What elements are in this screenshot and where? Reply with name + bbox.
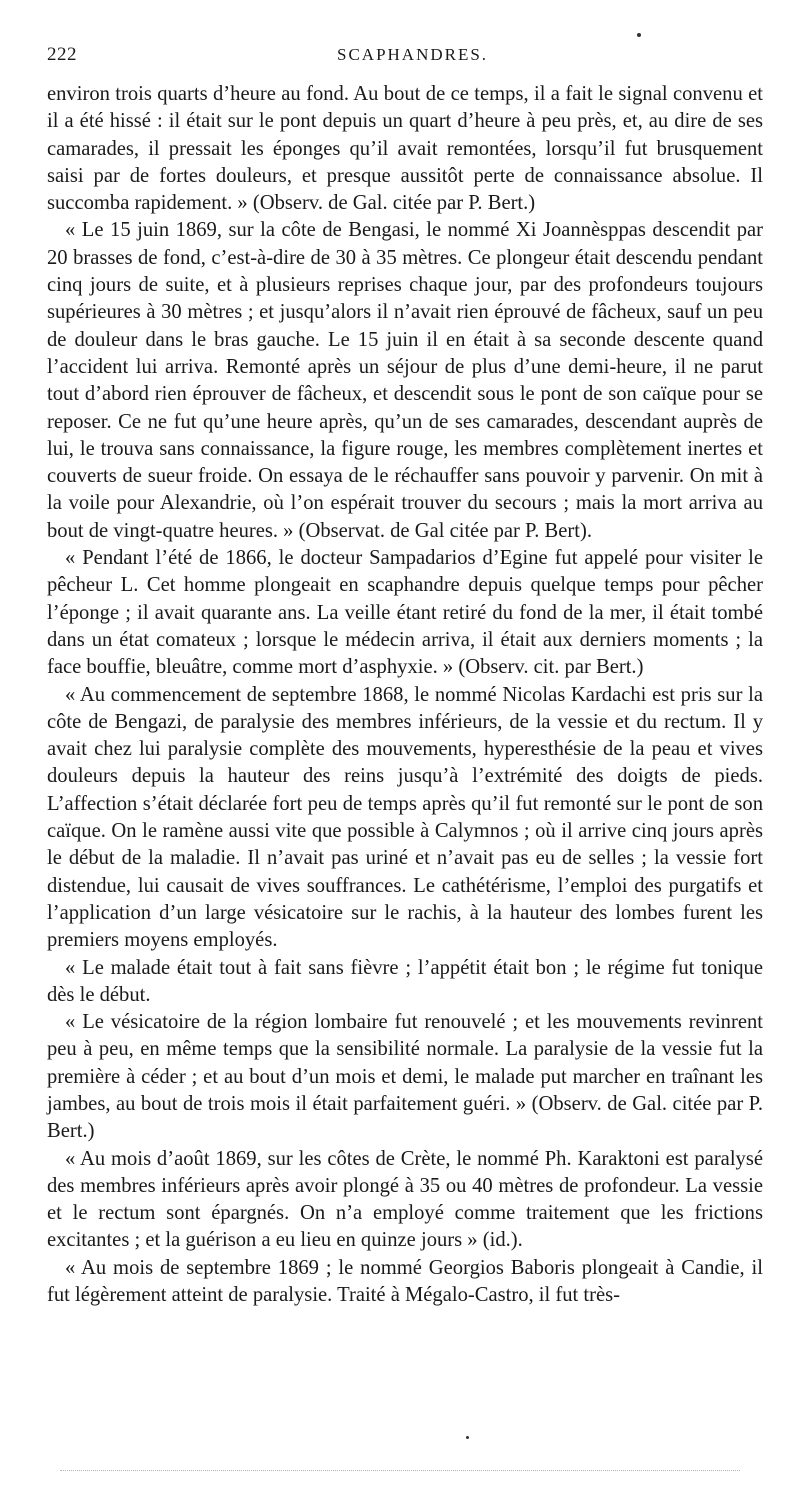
ink-speck — [466, 1436, 469, 1439]
paragraph-kardachi-1868: « Au commencement de septembre 1868, le nommé Nicolas Kardachi est pris sur la côte de Bengazi, de paralysie des membres inférieurs, de la vessie et du rectum. Il y avait chez lui paralysie complète des mouvements, hyperesthésie de la peau et vives douleurs depuis la hauteur des reins jusqu’à l’extrémité des doigts de pieds. L’affection s’était déclarée fort peu de temps après qu’il fut remonté sur le pont de son caïque. On le ramène aussi vite que possible à Calymnos ; où il arrive cinq jours après le début de la maladie. Il n’avait pas uriné et n’avait pas eu de selles ; la vessie fort distendue, lui causait de vives souffrances. Le cathétérisme, l’emploi des purgatifs et l’application d’un large vésicatoire sur le rachis, à la hauteur des lombes furent les premiers moyens employés. — [47, 683, 763, 952]
page-bottom-dotted-line — [60, 1470, 740, 1471]
running-title: SCAPHANDRES. — [337, 45, 489, 64]
paragraph-malade: « Le malade était tout à fait sans fièvre ; l’appétit était bon ; le régime fut tonique dès le début. — [47, 956, 763, 1006]
paragraph-bengasi-1869: « Le 15 juin 1869, sur la côte de Bengasi, le nommé Xi Joannèsppas descendit par 20 brasses de fond, c’est-à-dire de 30 à 35 mètres. Ce plongeur était descendu pendant cinq jours de suite, et à plusieurs reprises chaque jour, par des profondeurs toujours supérieures à 30 mètres ; et jusqu’alors il n’avait rien éprouvé de fâcheux, sauf un peu de douleur dans le bras gauche. Le 15 juin il en était à sa seconde descente quand l’accident lui arriva. Remonté après un séjour de plus d’une demi-heure, il ne parut tout d’abord rien éprouver de fâcheux, et descendit sous le pont de son caïque pour se reposer. Ce ne fut qu’une heure après, qu’un de ses camarades, descendant auprès de lui, le trouva sans connaissance, la figure rouge, les membres complètement inertes et couverts de sueur froide. On essaya de le réchauffer sans pouvoir y parvenir. On mit à la voile pour Alexandrie, où l’on espérait trouver du secours ; mais la mort arriva au bout de vingt-quatre heures. » (Observat. de Gal citée par P. Bert). — [47, 219, 763, 542]
paragraph-vesicatoire: « Le vésicatoire de la région lombaire fut renouvelé ; et les mouvements revinrent peu à peu, en même temps que la sensibilité normale. La paralysie de la vessie fut la première à céder ; et au bout d’un mois et demi, le malade put marcher en traînant les jambes, au bout de trois mois il était parfaitement guéri. » (Observ. de Gal. citée par P. Bert.) — [47, 1011, 763, 1143]
page-header — [47, 44, 760, 74]
page-body — [47, 81, 763, 1309]
ink-speck — [637, 33, 641, 37]
paragraph-baboris-1869: « Au mois de septembre 1869 ; le nommé Georgios Baboris plongeait à Candie, il fut légèrement atteint de paralysie. Traité à Mégalo-Castro, il fut très- — [47, 1256, 763, 1307]
paragraph-karaktoni-1869: « Au mois d’août 1869, sur les côtes de Crète, le nommé Ph. Karaktoni est paralysé des membres inférieurs après avoir plongé à 35 ou 40 mètres de profondeur. La vessie et le rectum sont épargnés. On n’a employé comme traitement que les frictions excitantes ; et la guérison a eu lieu en quinze jours » (id.). — [47, 1147, 763, 1252]
paragraph-continuation: environ trois quarts d’heure au fond. Au bout de ce temps, il a fait le signal convenu et il a été hissé : il était sur le pont depuis un quart d’heure à peu près, et, au dire de ses camarades, il pressait les éponges qu’il avait remontées, lorsqu’il fut brusquement saisi par de fortes douleurs, et presque aussitôt perte de connaissance absolue. Il succomba rapidement. » (Observ. de Gal. citée par P. Bert.) — [47, 83, 763, 215]
paragraph-egine-1866: « Pendant l’été de 1866, le docteur Sampadarios d’Egine fut appelé pour visiter le pêcheur L. Cet homme plongeait en scaphandre depuis quelque temps pour pêcher l’éponge ; il avait quarante ans. La veille étant retiré du fond de la mer, il était tombé dans un état comateux ; lorsque le médecin arriva, il était aux derniers moments ; la face bouffie, bleuâtre, comme mort d’asphyxie. » (Observ. cit. par Bert.) — [47, 547, 763, 679]
page-number: 222 — [47, 44, 77, 65]
